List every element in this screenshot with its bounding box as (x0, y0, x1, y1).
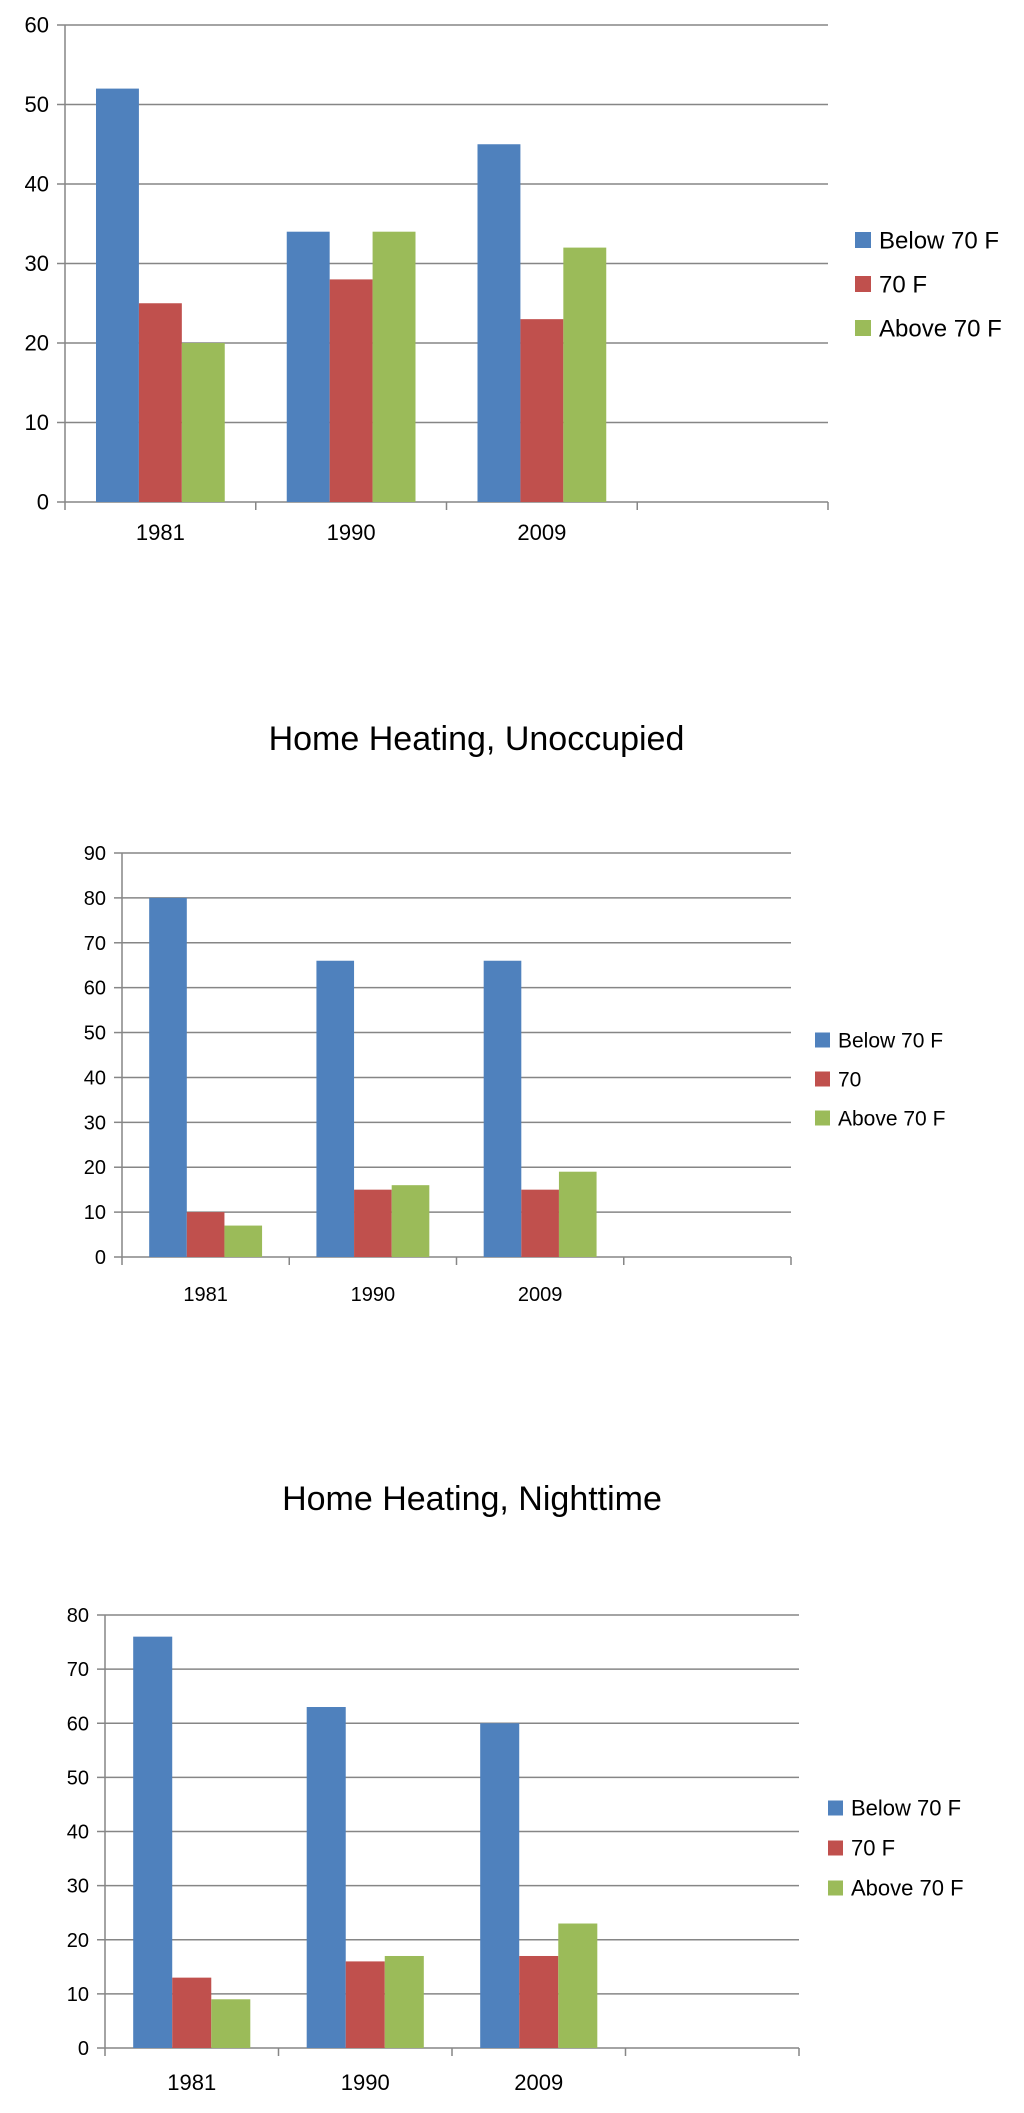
y-tick-label: 10 (83, 1202, 106, 1225)
y-tick-label: 60 (66, 1713, 89, 1736)
y-tick-label: 40 (66, 1821, 89, 1844)
y-tick-label: 70 (66, 1659, 89, 1682)
legend-swatch (815, 1072, 830, 1087)
x-tick-label: 2009 (517, 520, 567, 545)
legend-swatch (855, 232, 871, 248)
legend-swatch (815, 1111, 830, 1126)
y-tick-label: 20 (24, 330, 49, 356)
bar (187, 1212, 225, 1257)
legend-label: Above 70 F (879, 315, 1002, 343)
bar (563, 248, 606, 502)
legend-label: Below 70 F (879, 227, 1000, 255)
x-tick-label: 1990 (326, 520, 376, 545)
bar (385, 1956, 424, 2048)
legend-swatch (828, 1881, 843, 1896)
bar (330, 279, 373, 502)
legend-swatch (828, 1801, 843, 1816)
y-tick-label: 50 (83, 1022, 106, 1045)
x-tick-label: 1990 (350, 1284, 396, 1306)
bar (484, 961, 522, 1257)
legend-swatch (855, 276, 871, 292)
bar (480, 1723, 519, 2048)
bar (287, 232, 330, 502)
legend-swatch (828, 1841, 843, 1856)
y-tick-label: 90 (83, 843, 106, 865)
chart-3 (0, 1450, 1024, 2113)
y-tick-label: 20 (83, 1157, 106, 1180)
bar (346, 1961, 385, 2048)
legend-label: Above 70 F (851, 1875, 964, 1901)
y-tick-label: 50 (66, 1767, 89, 1790)
y-tick-label: 0 (36, 489, 49, 515)
bar (139, 303, 182, 502)
y-tick-label: 60 (83, 977, 106, 1000)
bar (172, 1978, 211, 2048)
x-tick-label: 1981 (167, 2070, 217, 2095)
y-tick-label: 50 (24, 92, 49, 118)
x-tick-label: 1981 (135, 520, 185, 545)
y-tick-label: 30 (24, 251, 49, 277)
chart-title: Home Heating, Unoccupied (268, 720, 685, 758)
y-tick-label: 20 (66, 1929, 89, 1952)
x-tick-label: 1990 (340, 2070, 390, 2095)
legend-label: 70 (838, 1068, 862, 1092)
bar (392, 1185, 430, 1257)
bar (558, 1924, 597, 2048)
bar (96, 89, 139, 502)
bar (354, 1190, 392, 1257)
bar (307, 1707, 346, 2048)
y-tick-label: 10 (24, 410, 49, 436)
y-tick-label: 30 (83, 1112, 106, 1135)
bar (316, 961, 354, 1257)
y-tick-label: 70 (83, 932, 106, 955)
bar (521, 1190, 559, 1257)
chart-2 (0, 690, 1024, 1350)
bar (133, 1637, 172, 2048)
y-tick-label: 80 (66, 1605, 89, 1627)
legend-swatch (855, 320, 871, 336)
y-tick-label: 10 (66, 1983, 89, 2006)
x-tick-label: 2009 (517, 1284, 563, 1306)
legend-swatch (815, 1033, 830, 1048)
bar (224, 1226, 262, 1257)
legend-label: Below 70 F (851, 1795, 962, 1821)
legend-label: Below 70 F (838, 1029, 944, 1053)
y-tick-label: 0 (77, 2038, 89, 2060)
legend-label: 70 F (879, 271, 928, 299)
bar (520, 319, 563, 502)
bar (559, 1172, 597, 1257)
bar (519, 1956, 558, 2048)
y-tick-label: 60 (24, 12, 49, 38)
bar (182, 343, 225, 502)
bar (211, 1999, 250, 2048)
y-tick-label: 0 (94, 1247, 106, 1269)
y-tick-label: 40 (83, 1067, 106, 1090)
bar (149, 898, 187, 1257)
legend-label: Above 70 F (838, 1107, 946, 1131)
chart-1 (0, 0, 1024, 600)
y-tick-label: 30 (66, 1875, 89, 1898)
bar (373, 232, 416, 502)
legend-label: 70 F (851, 1835, 896, 1861)
x-tick-label: 2009 (514, 2070, 564, 2095)
y-tick-label: 80 (83, 887, 106, 910)
y-tick-label: 40 (24, 171, 49, 197)
chart-title: Home Heating, Nighttime (282, 1480, 662, 1518)
bar (477, 144, 520, 502)
x-tick-label: 1981 (183, 1284, 228, 1306)
